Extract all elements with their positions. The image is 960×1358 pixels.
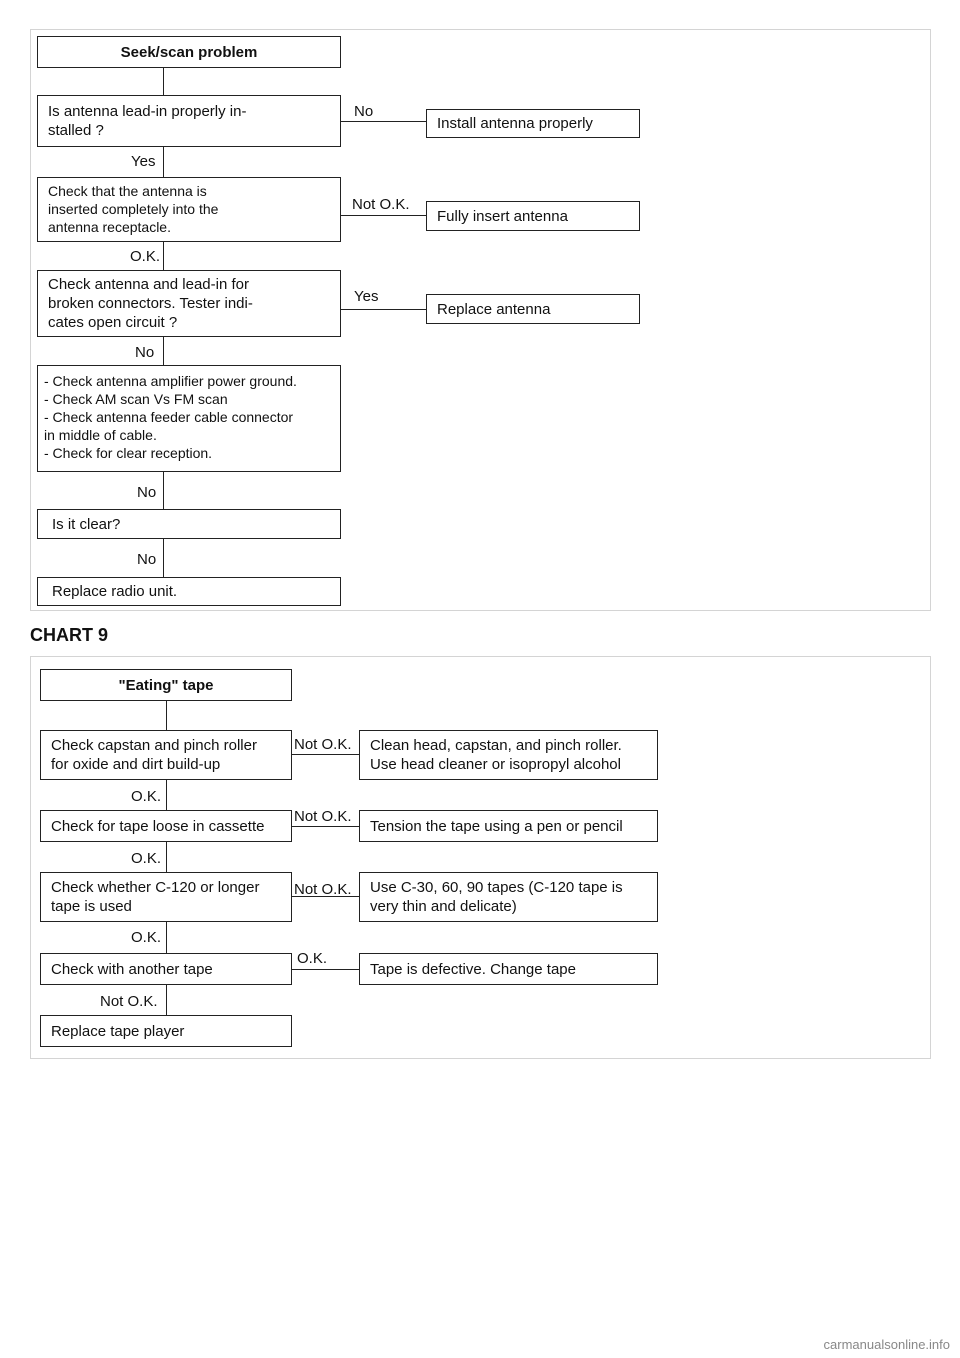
action-replace-antenna: Replace antenna [426,294,640,324]
connector [163,337,164,365]
question-another-tape: Check with another tape [40,953,292,985]
continue-label-ok: O.K. [131,929,162,946]
connector [341,309,426,310]
connector [166,842,167,872]
connector [166,780,167,810]
final-replace-radio-unit: Replace radio unit. [37,577,341,606]
connector [163,68,164,95]
action-use-shorter-tapes: Use C-30, 60, 90 tapes (C-120 tape is very thin and delicate) [359,872,658,922]
question-antenna-lead-in: Is antenna lead-in properly in- stalled ? [37,95,341,147]
continue-label-no: No [137,484,157,501]
connector [166,701,167,730]
connector [166,985,167,1015]
branch-label-not-ok: Not O.K. [294,808,352,825]
question-capstan-pinch-roller: Check capstan and pinch roller for oxide and dirt build-up [40,730,292,780]
branch-label-ok: O.K. [297,950,328,967]
connector [163,147,164,177]
action-install-antenna: Install antenna properly [426,109,640,138]
branch-label-not-ok: Not O.K. [352,196,410,213]
upper-flowchart-title: Seek/scan problem [37,36,341,68]
connector [341,215,426,216]
continue-label-not-ok: Not O.K. [100,993,158,1010]
branch-label-no: No [354,103,374,120]
branch-label-yes: Yes [354,288,379,305]
chart-9-heading: CHART 9 [30,625,109,645]
continue-label-yes: Yes [131,153,156,170]
connector [292,826,359,827]
connector [292,969,359,970]
connector [341,121,426,122]
question-is-it-clear: Is it clear? [37,509,341,539]
question-antenna-inserted: Check that the antenna is inserted completely into the antenna receptacle. [37,177,341,242]
continue-label-no: No [137,551,157,568]
action-fully-insert-antenna: Fully insert antenna [426,201,640,231]
chart-9-title: "Eating" tape [40,669,292,701]
connector [166,922,167,953]
connector [292,754,359,755]
continue-label-no: No [135,344,155,361]
question-broken-connectors: Check antenna and lead-in for broken connectors. Tester indi- cates open circuit ? [37,270,341,337]
connector [163,242,164,270]
action-clean-head: Clean head, capstan, and pinch roller. Use head cleaner or isopropyl alcohol [359,730,658,780]
action-tape-defective: Tape is defective. Change tape [359,953,658,985]
site-watermark: carmanualsonline.info [823,1337,950,1352]
connector [163,472,164,509]
branch-label-not-ok: Not O.K. [294,736,352,753]
checklist-antenna-checks: - Check antenna amplifier power ground. - Check AM scan Vs FM scan - Check antenna feeder cable connector in middle of cable. - Check for clear reception. [37,365,341,472]
connector [163,539,164,577]
branch-label-not-ok: Not O.K. [294,881,352,898]
continue-label-ok: O.K. [131,788,162,805]
continue-label-ok: O.K. [131,850,162,867]
question-tape-loose: Check for tape loose in cassette [40,810,292,842]
final-replace-tape-player: Replace tape player [40,1015,292,1047]
action-tension-tape: Tension the tape using a pen or pencil [359,810,658,842]
question-c120-tape: Check whether C-120 or longer tape is used [40,872,292,922]
continue-label-ok: O.K. [130,248,161,265]
